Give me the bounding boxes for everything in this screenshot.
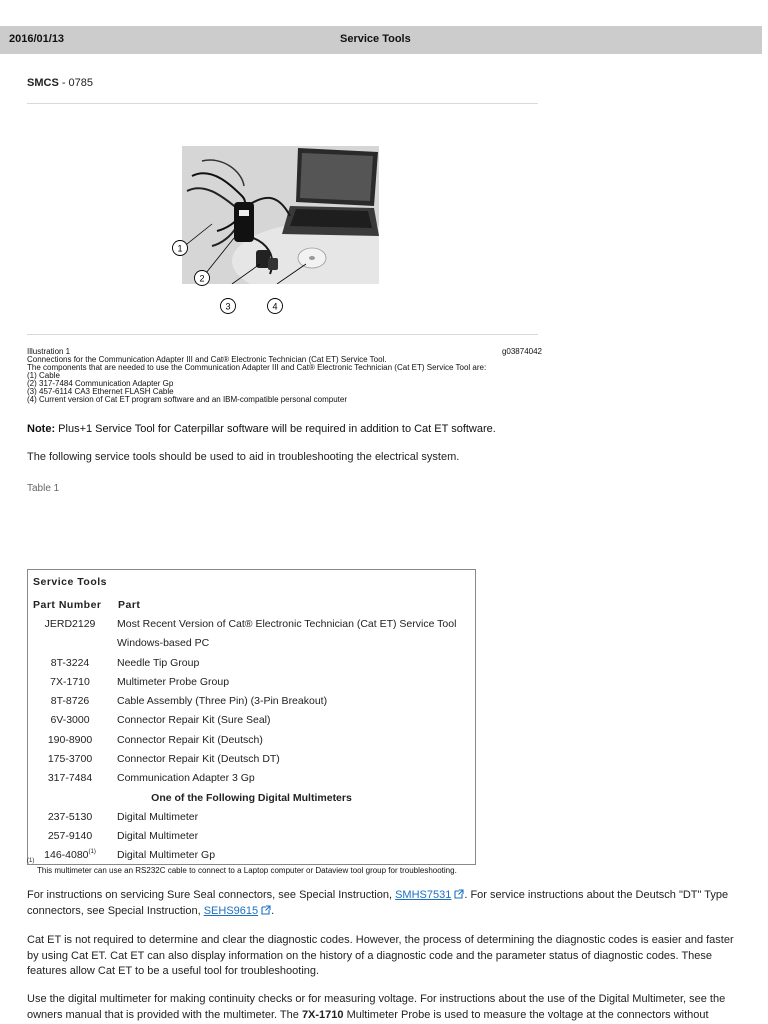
table-row (28, 657, 475, 676)
table-row (28, 830, 475, 849)
smcs-label: SMCS (27, 77, 59, 89)
note-label: Note: (27, 423, 56, 435)
smcs-code (27, 77, 93, 89)
sehs9615-link[interactable]: SEHS9615 (203, 904, 259, 917)
part-name: Connector Repair Kit (Sure Seal) (117, 714, 271, 726)
caption-line: (3) 457-6114 CA3 Ethernet FLASH Cable (27, 387, 174, 396)
footnote-ref: (1) (88, 849, 96, 855)
part-number: 8T-8726 (50, 695, 90, 707)
part-number: 6V-3000 (50, 714, 90, 726)
table-row (28, 734, 475, 753)
external-link-icon[interactable] (261, 905, 271, 915)
part-name: Connector Repair Kit (Deutsch) (117, 734, 263, 746)
part-name: Windows-based PC (117, 637, 210, 649)
table-row (28, 753, 475, 772)
table-row (28, 714, 475, 733)
footnote-mark: (1) (27, 858, 35, 864)
table-row (28, 676, 475, 695)
svg-text:2: 2 (199, 273, 205, 284)
part-number: 8T-3224 (50, 657, 90, 669)
svg-text:1: 1 (177, 243, 183, 254)
footnote: This multimeter can use an RS232C cable to connect to a Laptop computer or Dataview tool group for troubleshooting. (37, 866, 457, 875)
callout-2 (195, 271, 210, 286)
part-name: Communication Adapter 3 Gp (117, 772, 255, 784)
table-row (28, 772, 475, 791)
divider (27, 334, 538, 335)
illustration-id: g03874042 (501, 347, 542, 356)
caption-line: (2) 317-7484 Communication Adapter Gp (27, 379, 174, 388)
svg-text:3: 3 (225, 301, 231, 312)
external-link-icon[interactable] (454, 889, 464, 899)
paragraph-multimeter: Use the digital multimeter for making continuity checks or for measuring voltage. For instructions about the use of the Digital Multimeter, see the owners manual that is provided with the multimeter. The 7X-1710 Multimeter Probe is used to measure the voltage at the connectors without (27, 993, 726, 1021)
paragraph-cat-et: Cat ET is not required to determine and clear the diagnostic codes. However, the process of determining the diagnostic codes is easier and faster by using Cat ET. Cat ET can also display information on the history of a diagnostic code and the parameter status of diagnostic codes. These features allow Cat ET to be a useful tool for troubleshooting. (27, 934, 734, 977)
caption-line: The components that are needed to use the Communication Adapter III and Cat® Electronic Technician (Cat ET) Service Tool are: (27, 363, 487, 372)
probe-part-number: 7X-1710 (301, 1008, 344, 1021)
part-number: 7X-1710 (50, 676, 90, 688)
table-section-header: One of the Following Digital Multimeters (151, 792, 352, 804)
table-row (28, 695, 475, 714)
divider (27, 103, 538, 104)
header-date: 2016/01/13 (9, 33, 65, 45)
illustration-caption (27, 348, 542, 404)
part-name: Digital Multimeter Gp (117, 849, 216, 861)
part-name: Multimeter Probe Group (117, 676, 230, 688)
caption-line: (4) Current version of Cat ET program software and an IBM-compatible personal computer (27, 395, 347, 404)
illustration-label: Illustration 1 (27, 347, 71, 356)
callout-3 (221, 299, 236, 314)
part-number: 237-5130 (47, 811, 93, 823)
callout-4 (268, 299, 283, 314)
note-text: Plus+1 Service Tool for Caterpillar software will be required in addition to Cat ET software. (55, 423, 496, 435)
service-tools-table (27, 569, 476, 865)
part-number: JERD2129 (44, 618, 96, 630)
header-bar (0, 26, 762, 54)
smcs-value: - 0785 (58, 77, 94, 89)
column-header-part-number: Part Number (33, 599, 102, 611)
part-number: 317-7484 (47, 772, 93, 784)
svg-text:4: 4 (272, 301, 278, 312)
paragraph-connectors: For instructions on servicing Sure Seal connectors, see Special Instruction, SMHS7531 . For service instructions about the Deutsch "DT" Type connectors, see Special Instruction, SEHS9615 . (27, 889, 729, 917)
table-label: Table 1 (27, 483, 60, 494)
note (27, 423, 496, 435)
part-number: 190-8900 (47, 734, 93, 746)
part-name: Needle Tip Group (117, 657, 200, 669)
part-number: 146-4080$^{(1)}$ (44, 849, 96, 861)
page-title: Service Tools (340, 33, 411, 45)
table-title: Service Tools (33, 576, 108, 588)
smhs7531-link[interactable]: SMHS7531 (395, 889, 452, 901)
table-row (28, 811, 475, 830)
table-row (28, 637, 475, 656)
part-name: Cable Assembly (Three Pin) (3-Pin Breakout) (117, 695, 328, 707)
table-row (28, 618, 475, 637)
part-number: 175-3700 (47, 753, 93, 765)
part-name: Digital Multimeter (117, 830, 199, 842)
caption-line: (1) Cable (27, 371, 60, 380)
caption-line: Connections for the Communication Adapter III and Cat® Electronic Technician (Cat ET) Service Tool. (27, 355, 387, 364)
part-name: Most Recent Version of Cat® Electronic Technician (Cat ET) Service Tool (117, 618, 457, 630)
illustration-callouts (170, 232, 290, 317)
part-name: Digital Multimeter (117, 811, 199, 823)
callout-1 (173, 241, 188, 256)
intro-text: The following service tools should be used to aid in troubleshooting the electrical system. (27, 451, 460, 463)
column-header-part: Part (118, 599, 141, 611)
part-name: Connector Repair Kit (Deutsch DT) (117, 753, 280, 765)
part-number: 257-9140 (47, 830, 93, 842)
